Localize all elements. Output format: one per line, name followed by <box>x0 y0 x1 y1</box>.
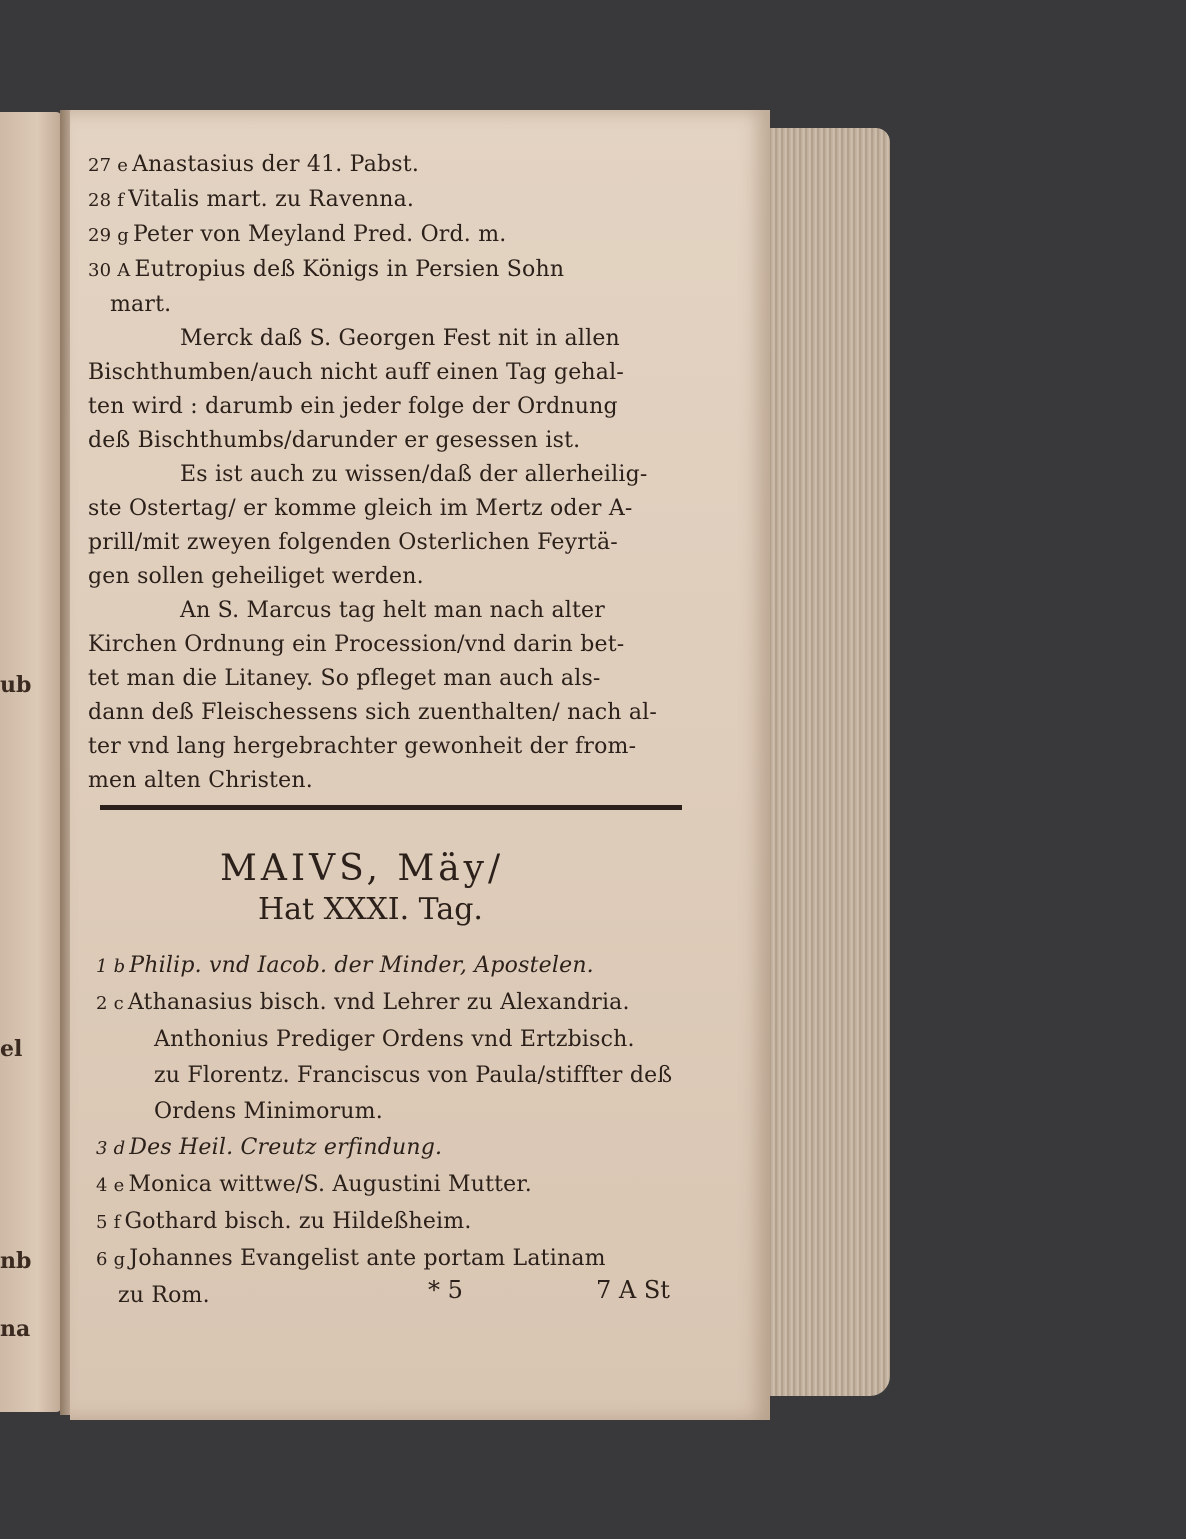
may-section <box>96 948 706 1314</box>
note-line: ter vnd lang hergebrachter gewonheit der from- <box>88 734 637 759</box>
left-page-fragment: el <box>0 1036 23 1062</box>
may-entry: 1 b Philip. vnd Iacob. der Minder, Apostelen. <box>96 953 594 978</box>
note-line: gen sollen geheiliget werden. <box>88 564 424 589</box>
left-page <box>0 112 62 1412</box>
note-line: men alten Christen. <box>88 768 313 793</box>
note-line: Es ist auch zu wissen/daß der allerheilig- <box>180 462 648 487</box>
april-section <box>88 148 688 798</box>
catchword: 7 A St <box>596 1276 670 1304</box>
may-entry-continuation: zu Florentz. Franciscus von Paula/stiffter deß <box>154 1063 673 1088</box>
left-page-fragment: na <box>0 1316 31 1342</box>
note-line: An S. Marcus tag helt man nach alter <box>180 598 605 623</box>
note-line: ste Ostertag/ er komme gleich im Mertz oder A- <box>88 496 633 521</box>
note-line: Merck daß S. Georgen Fest nit in allen <box>180 326 620 351</box>
april-entry-continuation: mart. <box>110 292 172 317</box>
may-entry: 5 f Gothard bisch. zu Hildeßheim. <box>96 1209 472 1234</box>
note-line: prill/mit zweyen folgenden Osterlichen Feyrtä- <box>88 530 618 555</box>
note-line: Bischthumben/auch nicht auff einen Tag gehal- <box>88 360 624 385</box>
may-entry: 3 d Des Heil. Creutz erfindung. <box>96 1135 443 1160</box>
april-entry: 29 g Peter von Meyland Pred. Ord. m. <box>88 222 507 247</box>
note-line: Kirchen Ordnung ein Procession/vnd darin bet- <box>88 632 625 657</box>
may-entry: 2 c Athanasius bisch. vnd Lehrer zu Alexandria. <box>96 990 630 1015</box>
may-entry-continuation: Anthonius Prediger Ordens vnd Ertzbisch. <box>154 1027 635 1052</box>
signature-mark: * 5 <box>428 1276 463 1304</box>
note-line: ten wird : darumb ein jeder folge der Ordnung <box>88 394 618 419</box>
note-line: tet man die Litaney. So pfleget man auch als- <box>88 666 601 691</box>
april-entry: 30 A Eutropius deß Königs in Persien Sohn <box>88 257 565 282</box>
april-entry: 28 f Vitalis mart. zu Ravenna. <box>88 187 415 212</box>
note-line: deß Bischthumbs/darunder er gesessen ist. <box>88 428 581 453</box>
month-title: MAIVS, Mäy/ <box>220 848 505 889</box>
note-line: dann deß Fleischessens sich zuenthalten/ nach al- <box>88 700 658 725</box>
april-entry: 27 e Anastasius der 41. Pabst. <box>88 152 420 177</box>
may-entry-continuation: Ordens Minimorum. <box>154 1099 383 1124</box>
section-divider <box>100 805 682 810</box>
may-entry: 6 g Johannes Evangelist ante portam Latinam <box>96 1246 606 1271</box>
may-entry-continuation: zu Rom. <box>118 1283 210 1308</box>
left-page-fragment: ub <box>0 672 32 698</box>
month-days: Hat XXXI. Tag. <box>258 892 483 927</box>
left-page-fragment: nb <box>0 1248 32 1274</box>
may-entry: 4 e Monica wittwe/S. Augustini Mutter. <box>96 1172 532 1197</box>
